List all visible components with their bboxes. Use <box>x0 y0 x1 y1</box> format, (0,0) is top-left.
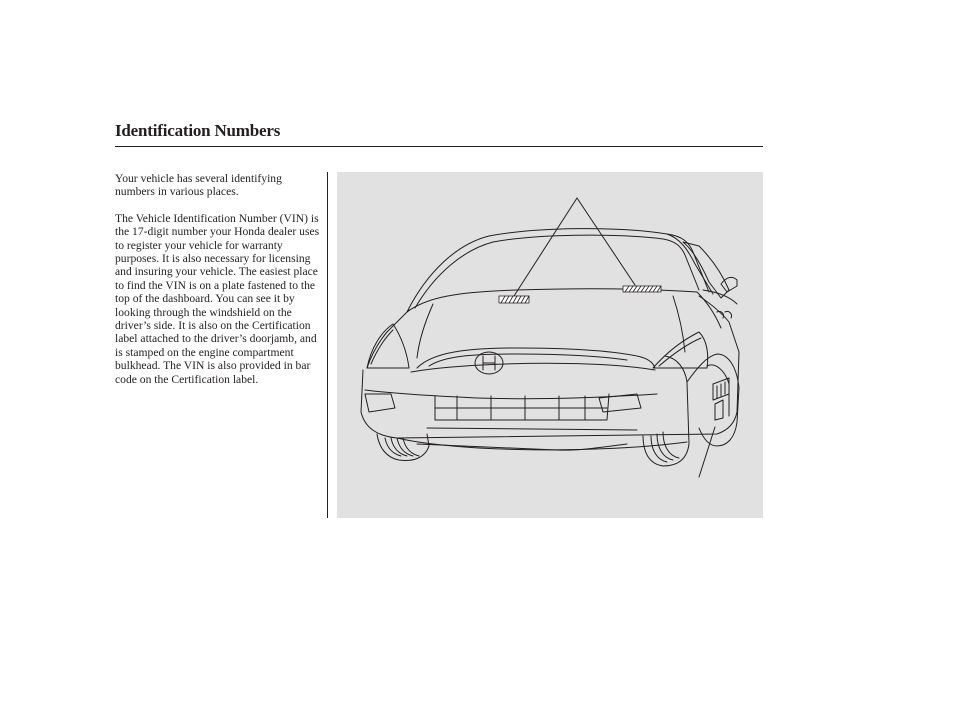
car-drawing <box>337 172 763 518</box>
car-side-body <box>699 290 739 420</box>
vin-paragraph: The Vehicle Identification Number (VIN) is the 17-digit number your Honda dealer uses to register your vehicle for warranty purposes. It is also necessary for licensing and insuring your vehicle. The easiest place to find the VIN is on a plate fastened to the top of the dashboard. You can see it by looking through the windshield on the driver’s side. It is also on the Certification label attached to the driver’s doorjamb, and is stamped on the engine compartment bulkhead. The VIN is also provided in bar code on the Certification label. <box>115 211 320 386</box>
car-illustration <box>337 172 763 518</box>
title-rule <box>115 146 763 147</box>
intro-paragraph: Your vehicle has several identifying numbers in various places. <box>115 172 282 199</box>
car-wheels <box>377 354 739 466</box>
car-headlights <box>367 324 708 368</box>
car-roof <box>407 229 737 312</box>
column-divider <box>327 172 328 518</box>
page-title: Identification Numbers <box>115 121 281 140</box>
car-grille <box>411 348 655 374</box>
body-text <box>115 172 321 399</box>
